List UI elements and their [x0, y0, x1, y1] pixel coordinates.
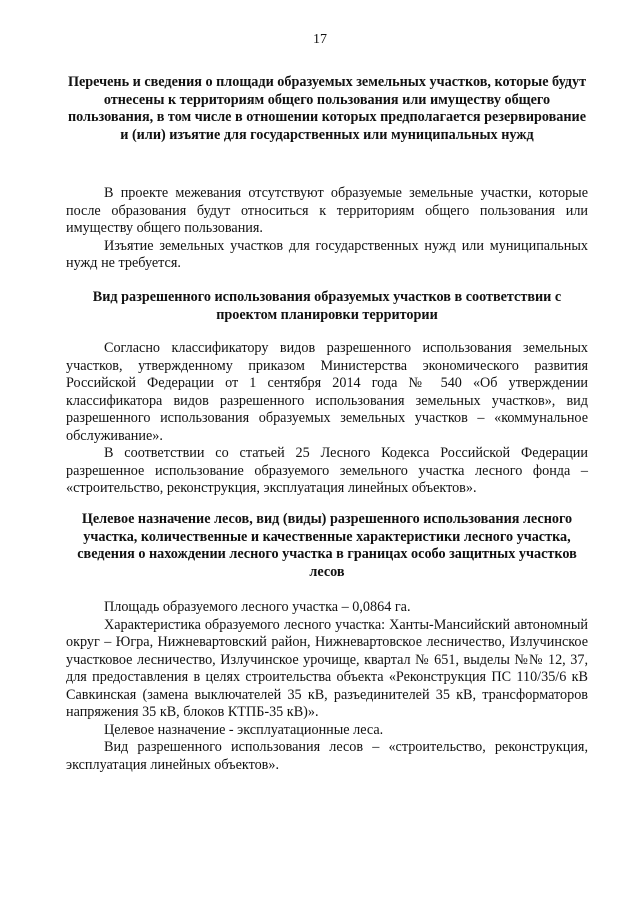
paragraph: Целевое назначение - эксплуатационные леса. — [104, 721, 384, 738]
section-heading: Вид разрешенного использования образуемых участков в соответствии с проектом планировки территории — [92, 289, 562, 323]
page-number: 17 — [313, 32, 327, 47]
section-public-use-land — [66, 74, 588, 144]
section-permitted-use-body — [66, 340, 588, 498]
paragraph: В соответствии со статьей 25 Лесного Кодекса Российской Федерации разрешенное использование образуемого земельного участка лесного фонда – «строительство, реконструкция, эксплуатация линейных объектов». — [66, 445, 588, 496]
paragraph: Вид разрешенного использования лесов – «строительство, реконструкция, эксплуатация линейных объектов». — [66, 739, 588, 773]
section-forest-purpose — [66, 511, 588, 581]
paragraph: Площадь образуемого лесного участка – 0,0864 га. — [104, 599, 411, 615]
section-heading: Целевое назначение лесов, вид (виды) разрешенного использования лесного участка, количественные и качественные характеристики лесного участка, сведения о нахождении лесного участка в границах особо защитных участков лесов — [77, 511, 577, 580]
section-forest-purpose-body — [66, 599, 588, 774]
paragraph: Согласно классификатору видов разрешенного использования земельных участков, утвержденному приказом Министерства экономического развития Российской Федерации от 1 сентября 2014 года № 540 «Об утверждении классификатора видов разрешенного использования земельных участков», вид разрешенного использования образуемых земельных участков – «коммунальное обслуживание». — [66, 340, 588, 444]
section-public-use-land-body — [66, 185, 588, 273]
paragraph: Характеристика образуемого лесного участка: Ханты-Мансийский автономный округ – Югра, Нижневартовский район, Нижневартовское лесничество, Излучинское участковое лесничество, Излучинское урочище, квартал № 651, выделы №№ 12, 37, для предоставления в целях строительства объекта «Реконструкция ПС 110/35/6 кВ Савкинская (замена выключателей 35 кВ, разъединителей 35 кВ, трансформаторов напряжения 35 кВ, блоков КТПБ-35 кВ)». — [66, 616, 588, 720]
section-permitted-use — [66, 289, 588, 324]
paragraph: Изъятие земельных участков для государственных нужд или муниципальных нужд не требуется. — [66, 237, 588, 271]
section-heading: Перечень и сведения о площади образуемых земельных участков, которые будут отнесены к территориям общего пользования или имуществу общего пользования, в том числе в отношении которых предполагается резервирование и (или) изъятие для государственных или муниципальных нужд — [67, 74, 587, 143]
paragraph: В проекте межевания отсутствуют образуемые земельные участки, которые после образования будут относиться к территориям общего пользования или имуществу общего пользования. — [66, 185, 588, 236]
